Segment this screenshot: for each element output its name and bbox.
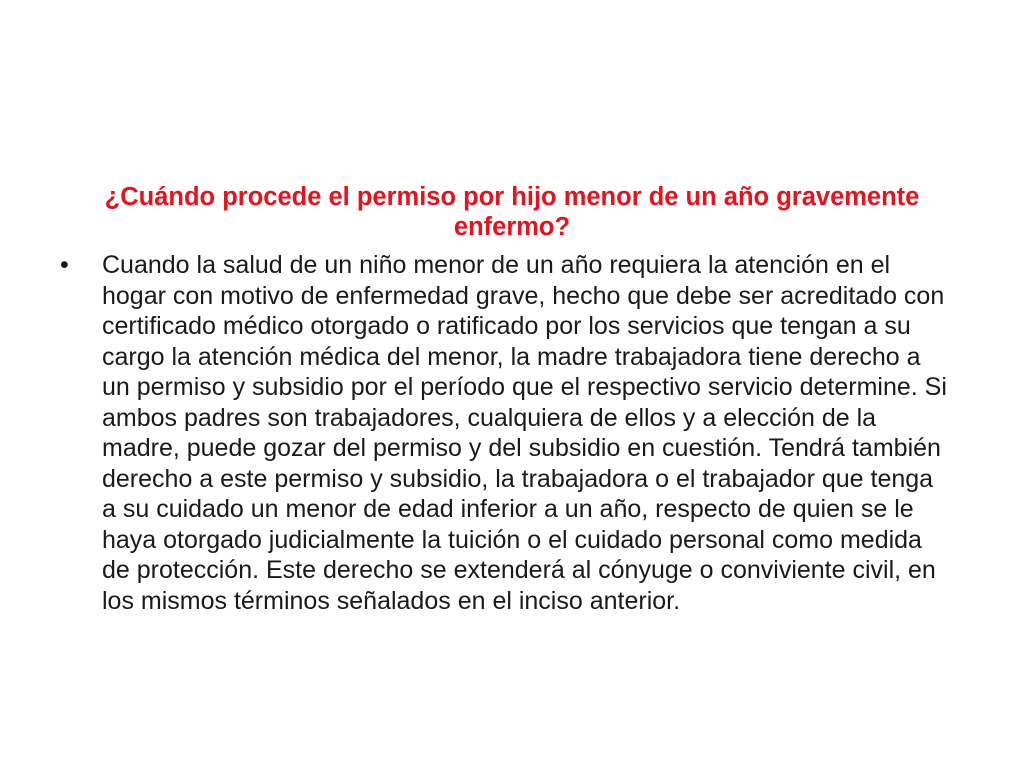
bullet-marker: •	[60, 251, 69, 279]
bullet-text: Cuando la salud de un niño menor de un año requiera la atención en el hogar con motivo de enfermedad grave, hecho que debe ser acreditado con certificado médico otorgado o ratificado por los servicios que tengan a su cargo la atención médica del menor, la madre trabajadora tiene derecho a un permiso y subsidio por el período que el respectivo servicio determine. Si ambos padres son trabajadores, cualquiera de ellos y a elección de la madre, puede gozar del permiso y del subsidio en cuestión. Tendrá también derecho a este permiso y subsidio, la trabajadora o el trabajador que tenga a su cuidado un menor de edad inferior a un año, respecto de quien se le haya otorgado judicialmente la tuición o el cuidado personal como medida de protección. Este derecho se extenderá al cónyuge o conviviente civil, en los mismos términos señalados en el inciso anterior.	[102, 251, 947, 615]
bullet-list	[60, 250, 950, 616]
slide-title: ¿Cuándo procede el permiso por hijo menor de un año gravemente enfermo?	[104, 183, 920, 241]
bullet-item	[60, 250, 950, 616]
